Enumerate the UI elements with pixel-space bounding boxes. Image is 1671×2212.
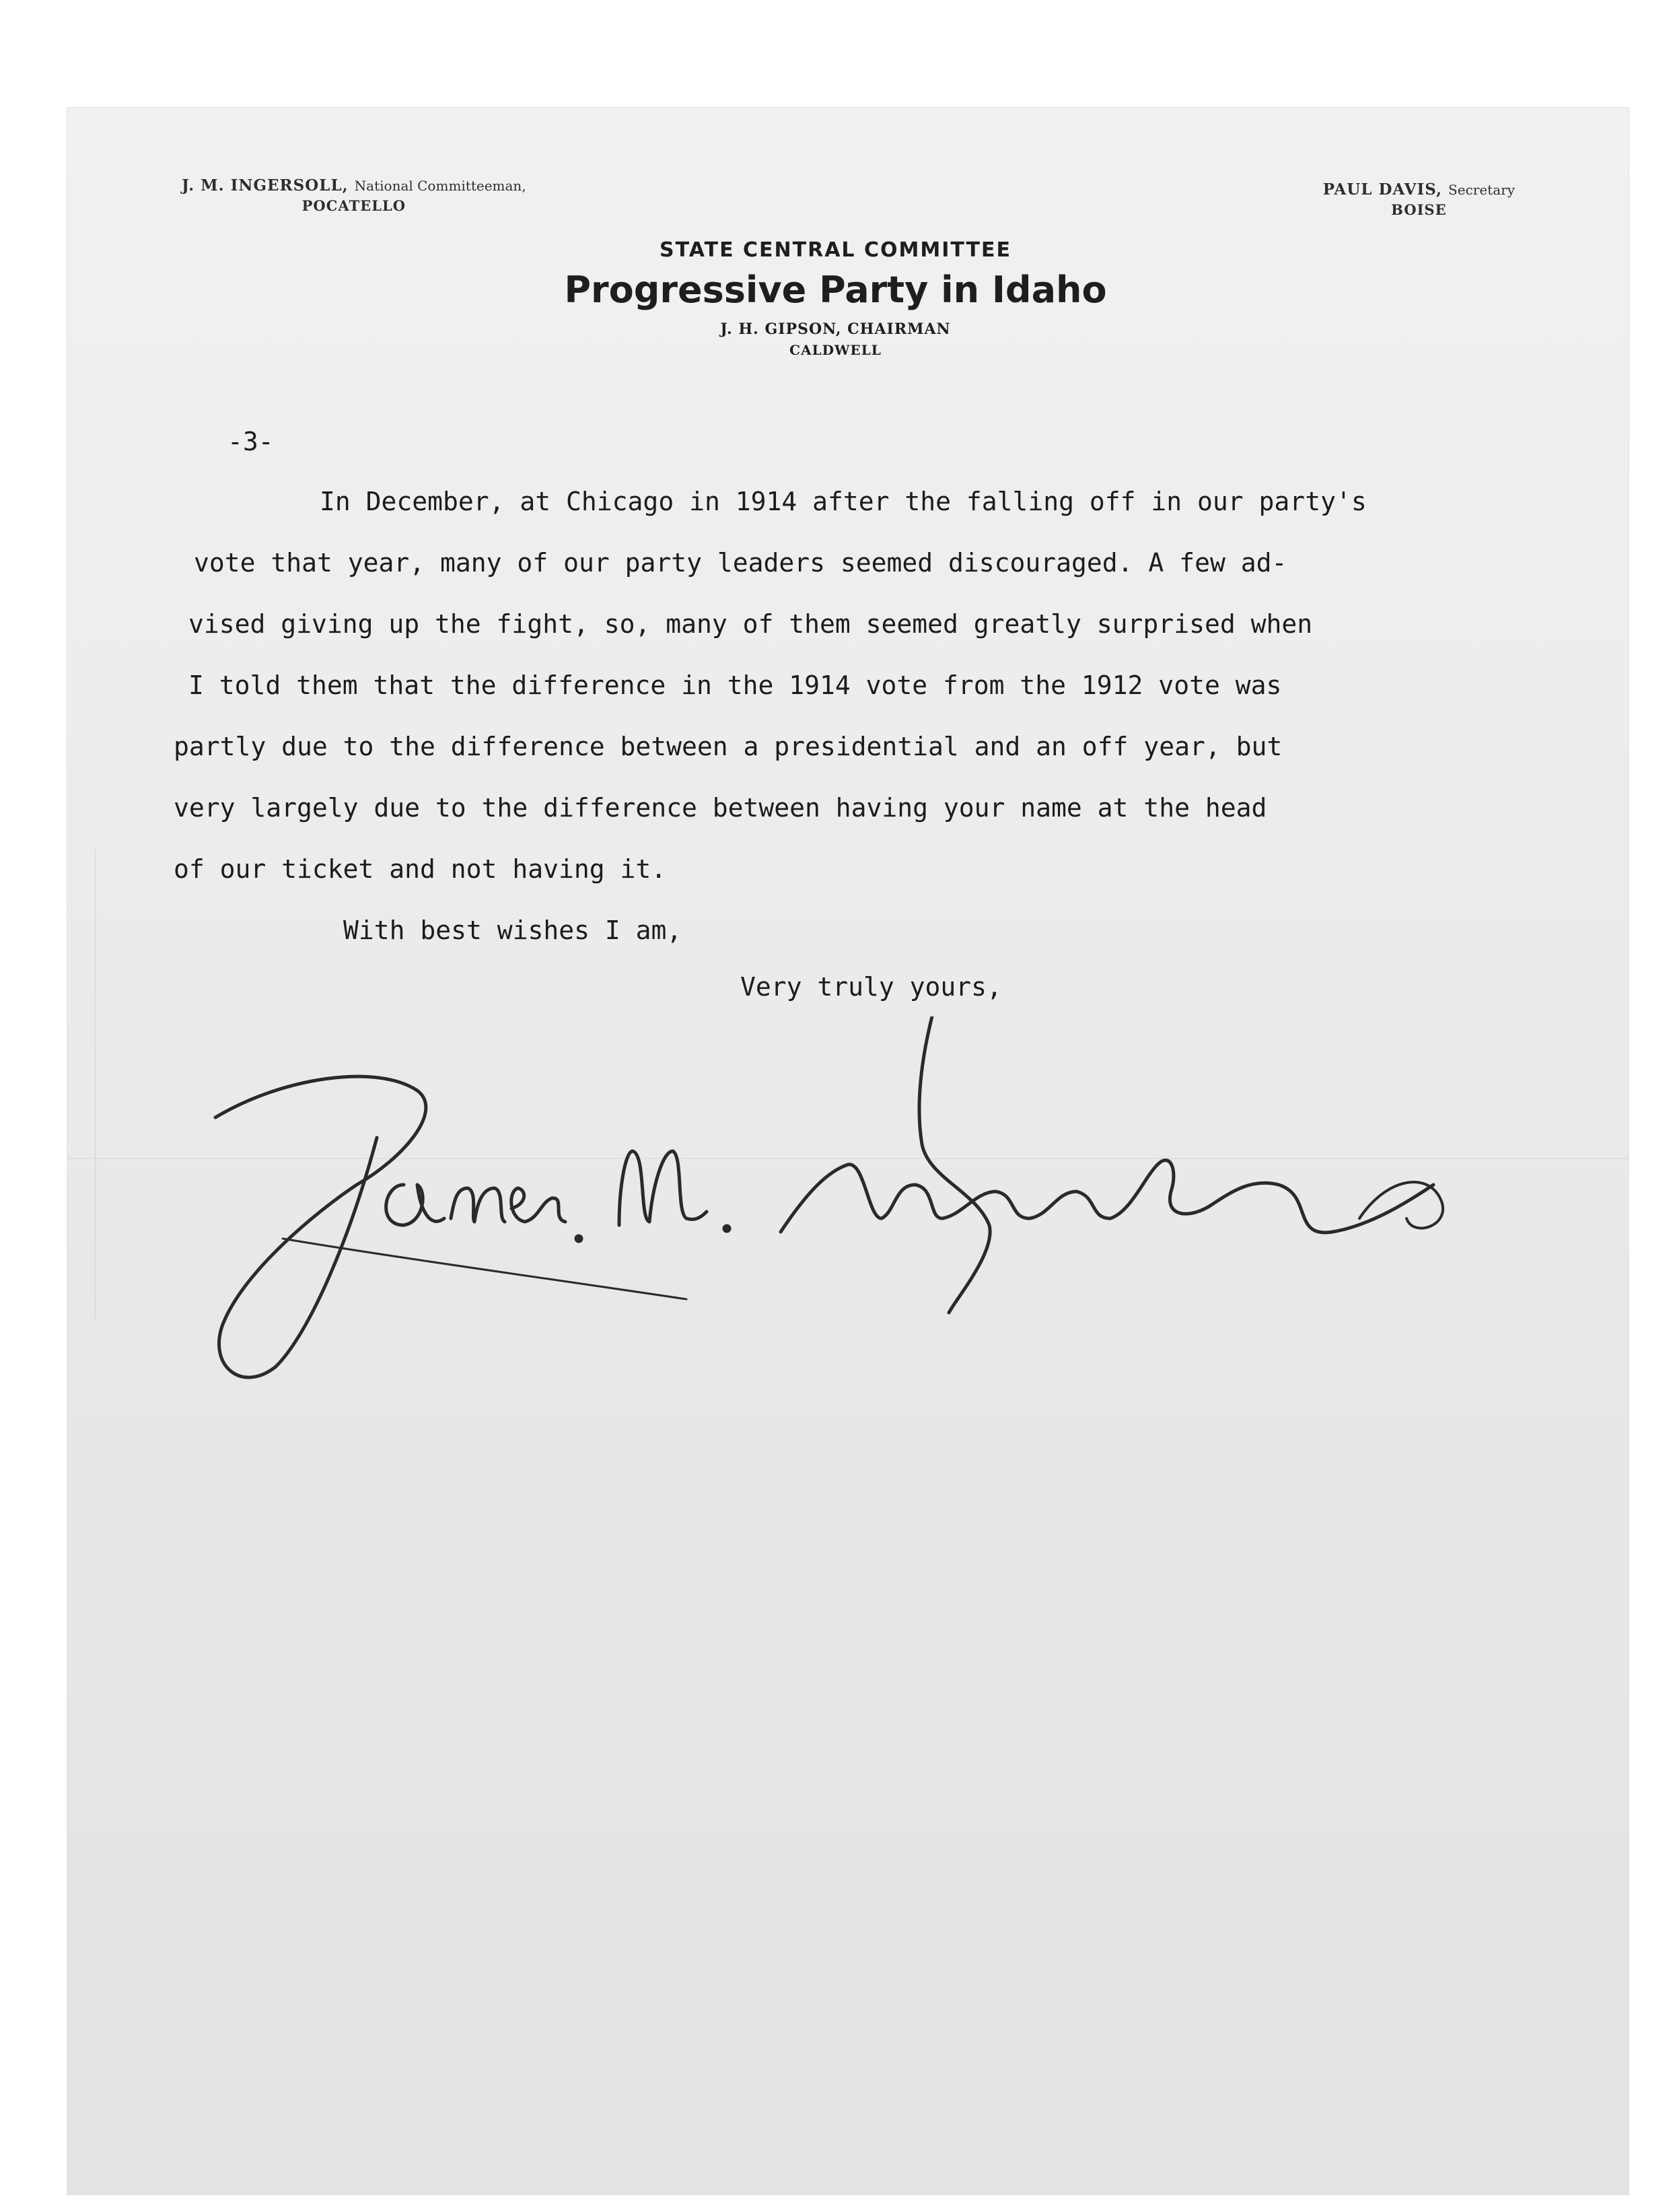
body-line: In December, at Chicago in 1914 after the falling off in our party's xyxy=(320,487,1367,516)
chairman-city: CALDWELL xyxy=(789,342,882,358)
handwritten-signature xyxy=(202,1016,1615,1393)
committeeman-name: J. M. INGERSOLL, xyxy=(182,176,349,195)
body-line: of our ticket and not having it. xyxy=(174,854,667,884)
closing-wish: With best wishes I am, xyxy=(343,915,682,945)
valediction: Very truly yours, xyxy=(740,972,1002,1002)
body-line: vised giving up the fight, so, many of them seemed greatly surprised when xyxy=(188,609,1313,639)
committee-title: STATE CENTRAL COMMITTEE xyxy=(660,238,1011,262)
chairman-line: J. H. GIPSON, CHAIRMAN xyxy=(720,320,951,338)
committeeman-city: POCATELLO xyxy=(301,197,406,214)
secretary-city: BOISE xyxy=(1391,201,1447,218)
page-number: -3- xyxy=(227,427,274,456)
letterhead-national-committeeman xyxy=(182,176,526,214)
letterhead-center xyxy=(0,238,1671,358)
paper-crease xyxy=(94,848,96,1319)
party-title: Progressive Party in Idaho xyxy=(564,269,1107,311)
committeeman-role: National Committeeman, xyxy=(354,178,526,194)
body-line: partly due to the difference between a presidential and an off year, but xyxy=(174,732,1283,761)
secretary-name: PAUL DAVIS, xyxy=(1322,180,1443,199)
letterhead-secretary xyxy=(1323,180,1515,218)
body-line: I told them that the difference in the 1914 vote from the 1912 vote was xyxy=(188,670,1282,700)
secretary-role: Secretary xyxy=(1448,182,1515,198)
body-line: vote that year, many of our party leaders seemed discouraged. A few ad- xyxy=(194,548,1287,578)
body-line: very largely due to the difference between having your name at the head xyxy=(174,793,1267,823)
